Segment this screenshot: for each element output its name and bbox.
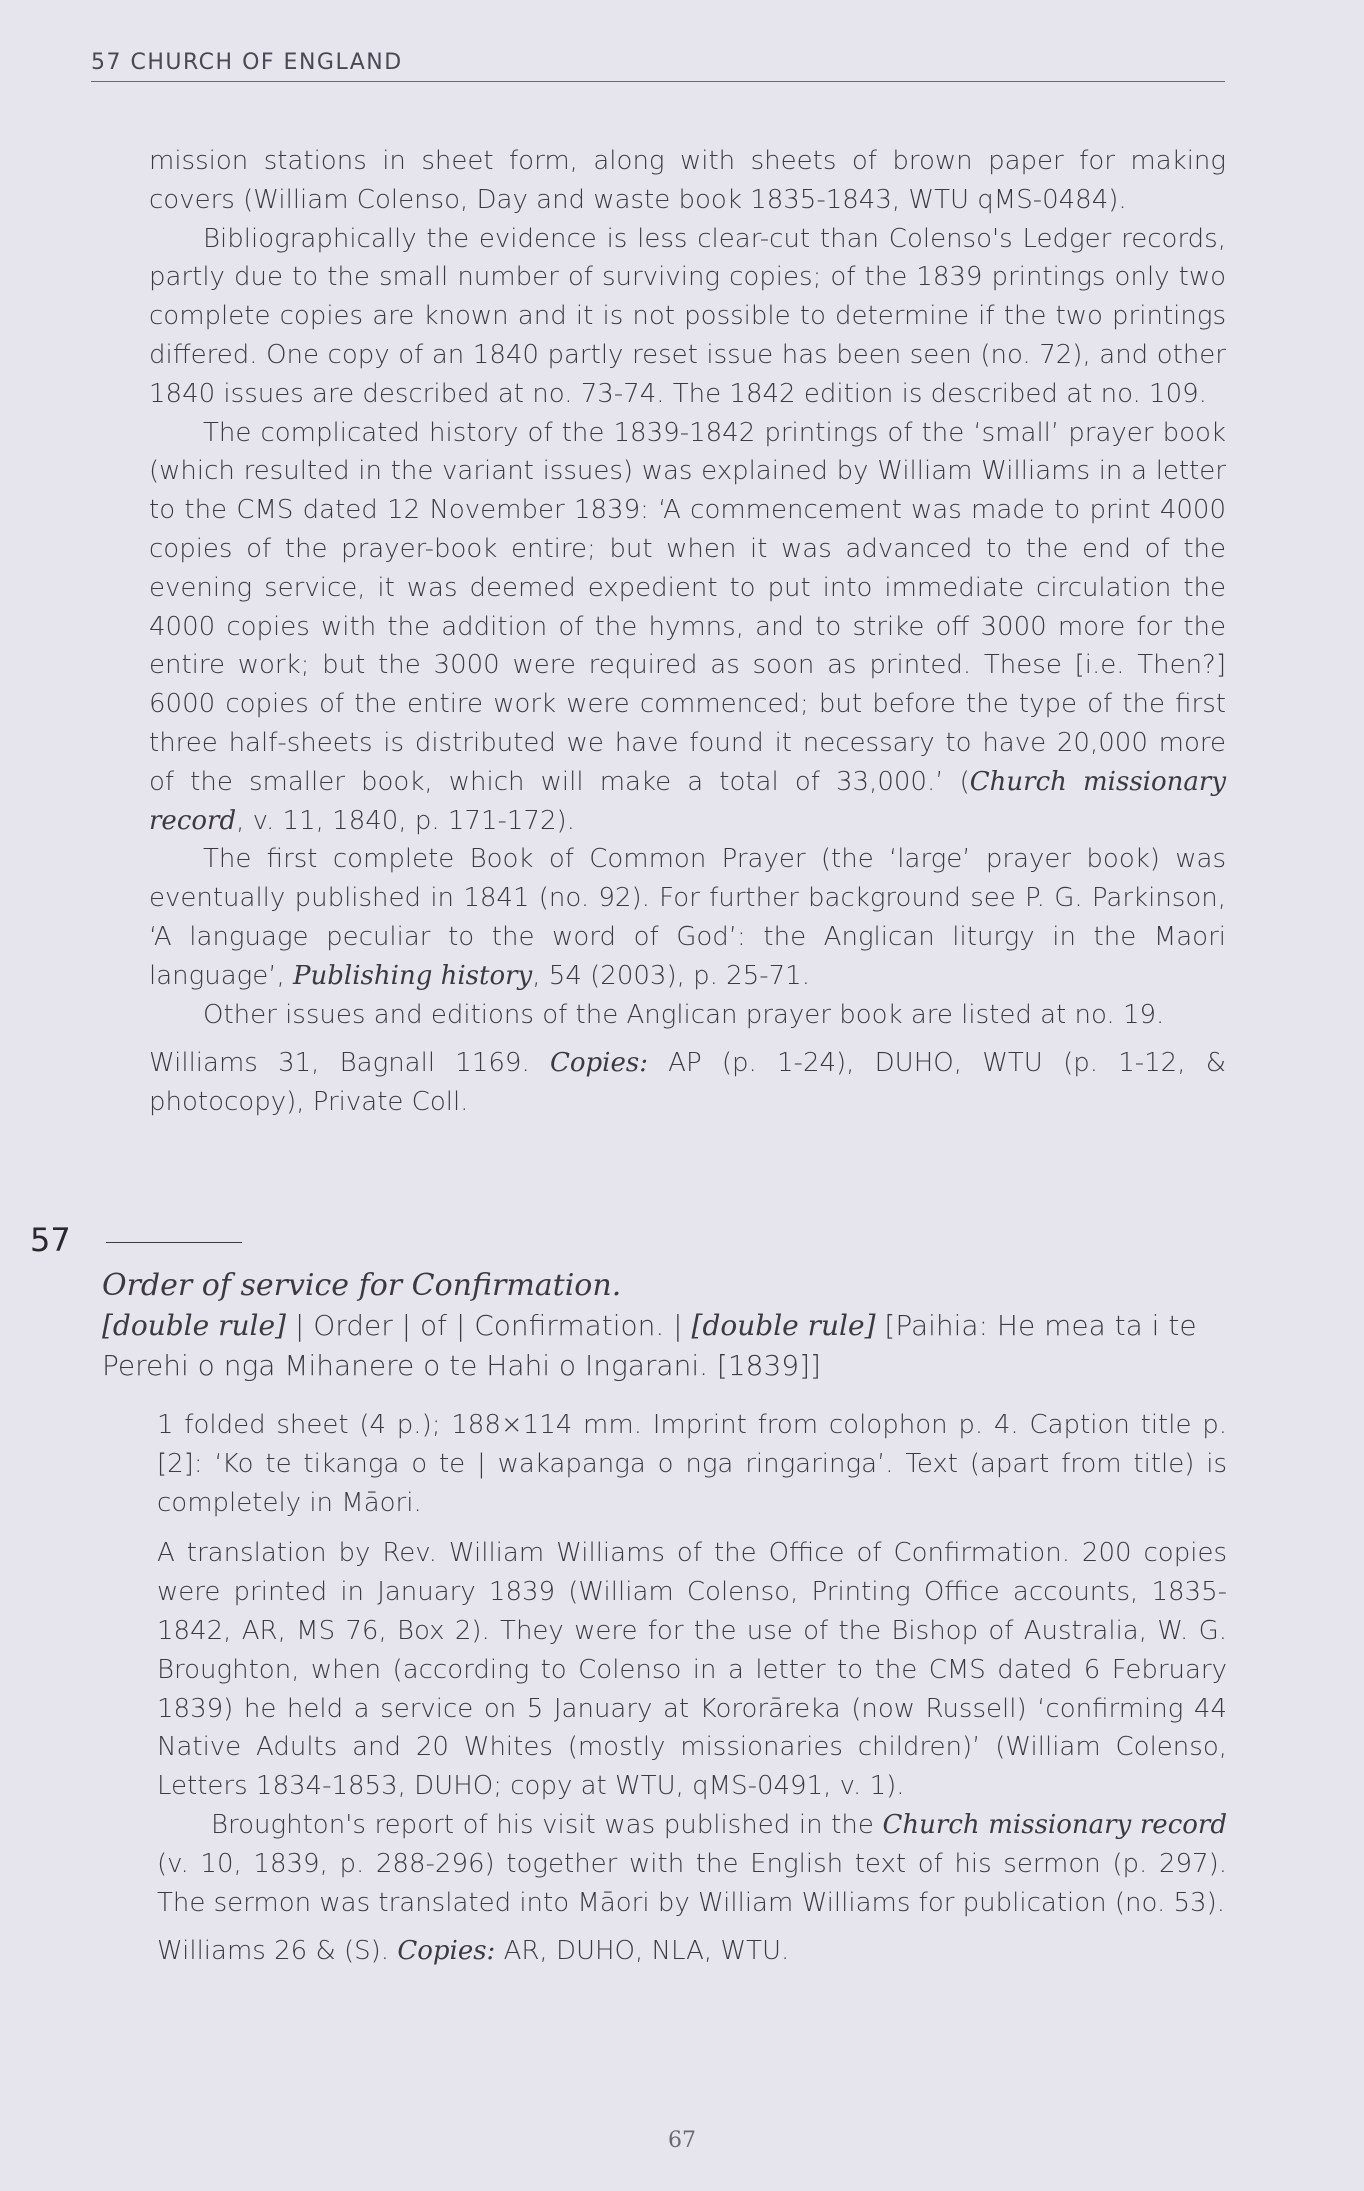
paragraph: The complicated history of the 1839-1842 printings of the ‘small’ prayer book (which resulted in the variant issues) was explained by William Williams in a letter to the CMS dated 12 November 1839: ‘A commencement was made to print 4000 copies of the prayer-book entire; but when it was advanced to the end of the evening service, it was deemed expedient to put into immediate circulation the 4000 copies with the addition of the hymns, and to strike off 3000 more for the entire work; but the 3000 were required as soon as printed. These [i.e. Then?] 6000 copies of the entire work were commenced; but before the type of the first three half-sheets is distributed we have found it necessary to have 20,000 more of the smaller book, which will make a total of 33,000.’ (Church missionary record, v. 11, 1840, p. 171-172). — [149, 417, 1227, 836]
paragraph: The first complete Book of Common Prayer (the ‘large’ prayer book) was eventually published in 1841 (no. 92). For further background see P. G. Parkinson, ‘A language peculiar to the word of God’: the Anglican liturgy in the Maori language’, Publishing history, 54 (2003), p. 25-71. — [149, 844, 1226, 991]
page-number: 67 — [668, 2128, 696, 2153]
entry-body — [157, 1406, 1227, 1971]
paragraph: A translation by Rev. William Williams of the Office of Confirmation. 200 copies were printed in January 1839 (William Colenso, Printing Office accounts, 1835-1842, AR, MS 76, Box 2). They were for the use of the Bishop of Australia, W. G. Broughton, when (according to Colenso in a letter to the CMS dated 6 February 1839) he held a service on 5 January at Kororāreka (now Russell) ‘confirming 44 Native Adults and 20 Whites (mostly missionaries children)’ (William Colenso, Letters 1834-1853, DUHO; copy at WTU, qMS-0491, v. 1). — [157, 1538, 1227, 1802]
collation: 1 folded sheet (4 p.); 188×114 mm. Imprint from colophon p. 4. Caption title p. [2]: ‘Ko te tikanga o te | wakapanga o nga ringaringa’. Text (apart from title) is completely in Māori. — [157, 1410, 1227, 1518]
title-transcription: [double rule] | Order | of | Confirmation. | [double rule] [Paihia: He mea ta i te Perehi o nga Mihanere o te Hahi o Ingarani. [1839]] — [102, 1309, 1197, 1382]
running-head: 57 CHURCH OF ENGLAND — [91, 50, 1225, 82]
paragraph: Other issues and editions of the Anglican prayer book are listed at no. 19. — [203, 999, 1165, 1030]
references: Williams 26 & (S). Copies: AR, DUHO, NLA, WTU. — [157, 1936, 790, 1967]
entry-rule — [106, 1242, 242, 1243]
paragraph: Bibliographically the evidence is less clear-cut than Colenso's Ledger records, partly due to the small number of surviving copies; of the 1839 printings only two complete copies are known and it is not possible to determine if the two printings differed. One copy of an 1840 partly reset issue has been seen (no. 72), and other 1840 issues are described at no. 73-74. The 1842 edition is described at no. 109. — [149, 223, 1226, 409]
entry-heading — [102, 1266, 1226, 1386]
continuation-text — [149, 142, 1226, 1122]
entry-title: Order of service for Confirmation. — [102, 1268, 622, 1303]
paragraph: Broughton's report of his visit was published in the Church missionary record (v. 10, 1839, p. 288-296) together with the English text of his sermon (p. 297). The sermon was translated into Māori by William Williams for publication (no. 53). — [157, 1809, 1227, 1918]
paragraph: mission stations in sheet form, along with sheets of brown paper for making covers (William Colenso, Day and waste book 1835-1843, WTU qMS-0484). — [149, 146, 1226, 215]
entry-number: 57 — [30, 1221, 71, 1259]
references: Williams 31, Bagnall 1169. Copies: AP (p. 1-24), DUHO, WTU (p. 1-12, & photocopy), Private Coll. — [149, 1048, 1226, 1118]
